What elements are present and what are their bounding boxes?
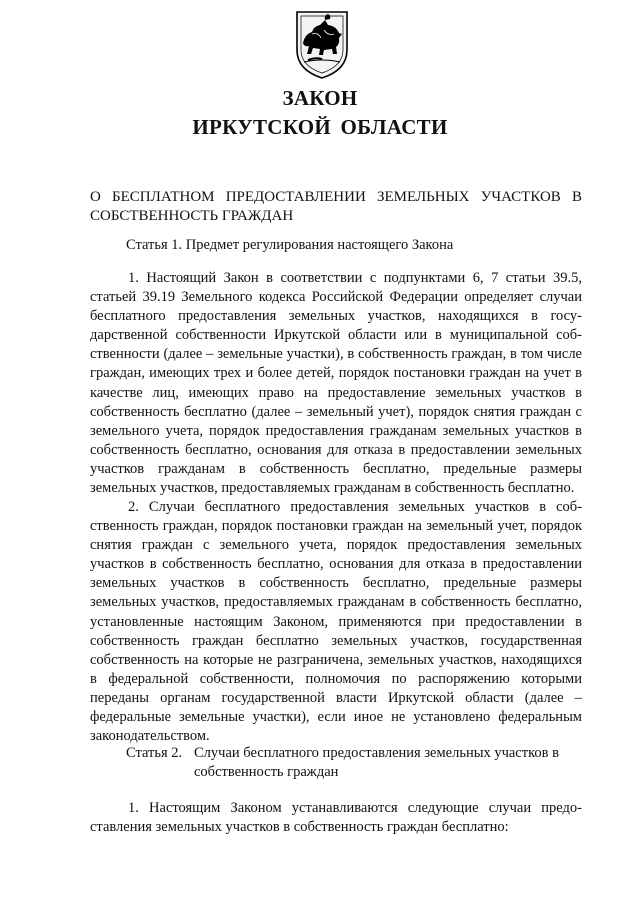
- article-2-heading: [126, 744, 596, 782]
- article-2-title: Случаи бесплатного предоставления земельных участков в собственность граждан: [194, 745, 559, 780]
- region-title: ИРКУТСКОЙ ОБЛАСТИ: [192, 115, 448, 139]
- coat-of-arms-icon: [294, 10, 350, 80]
- article-1-heading: Статья 1. Предмет регулирования настоящего Закона: [126, 237, 454, 253]
- article-1-paragraph-2: 2. Случаи бесплатного предоставления земельных участков в собственность граждан, порядок постановки граждан на земельный учет, порядок снятия граждан с земельного учета, порядок предоставления земельных участков в собственность бесплатно, основания для отказа в предоставлении земельных участков в собственность бесплатно, предельные размеры земельных участков, предоставляемых гражданам в собственность бесплатно, установленные настоящим Законом, применяются при предоставлении в собственность граждан бесплатно земельных участков, государственная собственность на которые не разграничена, земельных участков, находящихся в федеральной собственности, полномочия по распоряжению которыми переданы органам государственной власти Иркутской области (далее – федеральные земельные участки), если иное не установлено федеральным законодательством.: [90, 499, 582, 745]
- article-2-label: Статья 2.: [126, 745, 183, 761]
- law-title: ЗАКОН: [282, 86, 358, 110]
- article-2-paragraph-1: 1. Настоящим Законом устанавливаются следующие случаи предоставления земельных участков в собственность граждан бесплатно:: [90, 800, 582, 836]
- article-1-paragraph-1: 1. Настоящий Закон в соответствии с подпунктами 6, 7 статьи 39.5, статьей 39.19 Земельного кодекса Российской Федерации определяет случаи бесплатного предоставления земельных участков, находящихся в государственной собственности Иркутской области или в муниципальной собственности (далее – земельные участки), в собственность граждан, в том числе граждан, имеющих трех и более детей, порядок постановки граждан на учет в качестве лиц, имеющих право на предоставление земельных участков в собственность бесплатно (далее – земельный учет), порядок снятия граждан с земельного учета, порядок предоставления гражданам земельных участков в собственность бесплатно, основания для отказа в предоставлении земельных участков гражданам в собственность бесплатно, предельные размеры земельных участков, предоставляемых гражданам в собственность бесплатно.: [90, 270, 582, 497]
- law-name: О БЕСПЛАТНОМ ПРЕДОСТАВЛЕНИИ ЗЕМЕЛЬНЫХ УЧАСТКОВ В СОБСТВЕННОСТЬ ГРАЖДАН: [90, 189, 582, 224]
